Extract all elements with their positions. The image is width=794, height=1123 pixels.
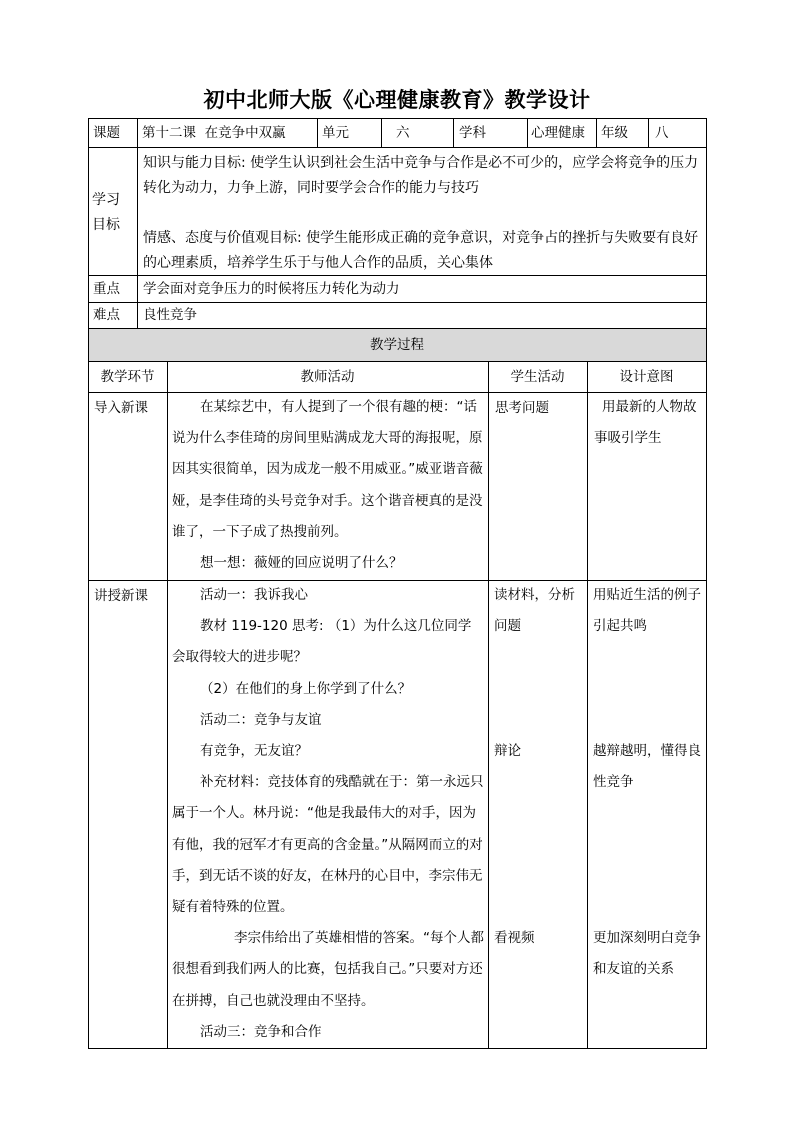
teacher-activity-new-lesson — [172, 580, 484, 1048]
intent-intro: 用最新的人物故事吸引学生 — [594, 399, 697, 447]
student-activity-debate: 辩论 — [494, 743, 521, 759]
teacher-paragraph: 想一想：薇娅的回应说明了什么？ — [200, 555, 403, 572]
topic-value: 第十二课 在竞争中双赢 — [142, 125, 286, 141]
teacher-paragraph: 教材 119-120 思考: （1）为什么这几位同学会取得较大的进步呢？ — [172, 618, 472, 666]
teacher-paragraph: 李宗伟给出了英雄相惜的答案。“每个人都很想看到我们两人的比赛，包括我自己。”只要对方还在拼搏，自己也就没理由不坚持。 — [172, 930, 484, 1009]
grade-label: 年级 — [601, 125, 628, 141]
difficulty-value: 良性竞争 — [143, 307, 197, 323]
teacher-paragraph: 有竞争，无友谊？ — [200, 743, 308, 760]
student-activity-read: 读材料，分析问题 — [494, 587, 575, 635]
topic-label: 课题 — [93, 125, 120, 141]
col-header-teacher: 教师活动 — [300, 369, 355, 385]
teacher-paragraph: 在某综艺中，有人提到了一个很有趣的梗：“话说为什么李佳琦的房间里贴满成龙大哥的海报呢，原因其实很简单，因为成龙一般不用威亚。”威亚谐音薇娅，是李佳琦的头号竞争对手。这个谐音梗真的是没谁了，一下子成了热搜前列。 — [172, 399, 483, 540]
stage-intro: 导入新课 — [94, 400, 148, 416]
col-header-intent: 设计意图 — [619, 369, 674, 385]
key-point-label: 重点 — [93, 281, 120, 297]
objectives-label: 学习目标 — [92, 192, 120, 233]
key-point-value: 学会面对竞争压力的时候将压力转化为动力 — [143, 281, 400, 297]
intent-debate: 越辩越明，懂得良性竞争 — [593, 743, 701, 791]
unit-label: 单元 — [322, 125, 349, 141]
process-header: 教学过程 — [370, 337, 424, 353]
objectives-text-2: 情感、态度与价值观目标: 使学生能形成正确的竞争意识，对竞争占的挫折与失败要有良好的心理素质，培养学生乐于与他人合作的品质，关心集体 — [143, 230, 699, 271]
difficulty-label: 难点 — [93, 307, 120, 323]
subject-value: 心理健康 — [531, 125, 585, 141]
col-header-student: 学生活动 — [510, 369, 565, 385]
intent-video: 更加深刻明白竞争和友谊的关系 — [593, 930, 701, 978]
teacher-paragraph: 活动二：竞争与友谊 — [200, 711, 322, 728]
grade-value: 八 — [655, 125, 669, 141]
stage-new-lesson: 讲授新课 — [94, 588, 148, 604]
intent-relate-life: 用贴近生活的例子引起共鸣 — [593, 587, 701, 635]
teacher-paragraph: 补充材料：竞技体育的残酷就在于：第一永远只属于一个人。林丹说：“他是我最伟大的对手，因为有他，我的冠军才有更高的含金量。”从隔网而立的对手，到无话不谈的好友，在林丹的心目中，李宗伟无疑有着特殊的位置。 — [172, 774, 484, 916]
teacher-paragraph: 活动三：竞争和合作 — [200, 1023, 322, 1040]
col-header-stage: 教学环节 — [100, 369, 155, 385]
teacher-paragraph: 活动一：我诉我心 — [200, 587, 308, 603]
student-activity-video: 看视频 — [494, 930, 535, 946]
page-title: 初中北师大版《心理健康教育》教学设计 — [203, 87, 591, 112]
unit-value: 六 — [396, 125, 410, 141]
objectives-text-1: 知识与能力目标: 使学生认识到社会生活中竞争与合作是必不可少的，应学会将竞争的压力转化为动力，力争上游，同时要学会合作的能力与技巧 — [143, 155, 699, 196]
student-activity-intro: 思考问题 — [495, 400, 549, 416]
subject-label: 学科 — [459, 125, 486, 141]
teacher-activity-intro — [172, 392, 484, 579]
teacher-paragraph: （2）在他们的身上你学到了什么？ — [200, 680, 412, 697]
